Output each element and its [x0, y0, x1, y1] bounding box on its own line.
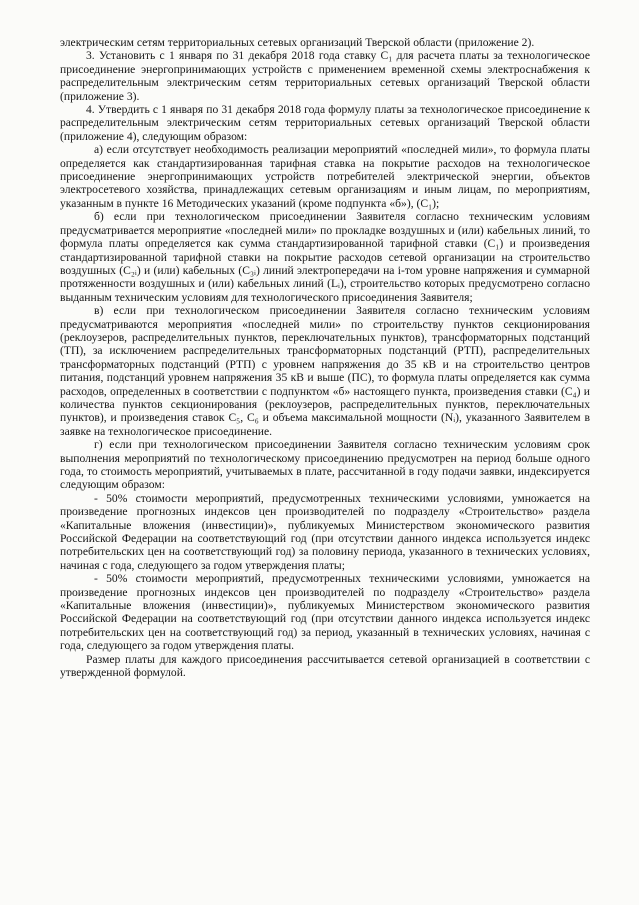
subparagraph-g: г) если при технологическом присоединении Заявителя согласно техническим условиям срок выполнения мероприятий по технологическому присоединению предусмотрен на период больше одного года, то стоимость мероприятий, учитываемых в плате, рассчитанной в году подачи заявки, индексируется следующим образом: [60, 438, 590, 492]
subparagraph-v: в) если при технологическом присоединении Заявителя согласно техническим условиям предусматриваются мероприятия «последней мили» по строительству пунктов секционирования (реклоузеров, распределительных пунктов, переключательных пунктов), трансформаторных подстанций (ТП), за исключением распределительных трансформаторных подстанций (РТП), распределительных трансформаторных подстанций (РТП) с уровнем напряжения до 35 кВ и на строительство центров питания, подстанций уровнем напряжения 35 кВ и выше (ПС), то формула платы определяется как сумма расходов, определенных в соответствии с подпунктом «б» настоящего пункта, произведения ставки (C₄) и количества пунктов секционирования (реклоузеров, распределительных пунктов, переключательных пунктов), и произведения ставок C₅, C₆ и объема максимальной мощности (Nᵢ), указанного Заявителем в заявке на технологическое присоединение. [60, 304, 590, 438]
subparagraph-b: б) если при технологическом присоединении Заявителя согласно техническим условиям предусматривается мероприятие «последней мили» по прокладке воздушных и (или) кабельных линий, то формула платы определяется как сумма стандартизированной тарифной ставки (C₁) и произведения стандартизированной тарифной ставки на покрытие расходов сетевой организации на строительство воздушных (C₂ᵢ) и (или) кабельных (C₃ᵢ) линий электропередачи на i-том уровне напряжения и суммарной протяженности воздушных и (или) кабельных линий (Lᵢ), строительство которых предусмотрено согласно выданным техническим условиям для технологического присоединения Заявителя; [60, 210, 590, 304]
paragraph-item-3: 3. Установить с 1 января по 31 декабря 2018 года ставку C₁ для расчета платы за технологическое присоединение энергопринимающих устройств с применением временной схемы электроснабжения к распределительным электрическим сетям территориальных сетевых организаций Тверской области (приложение 3). [60, 49, 590, 103]
dash-item-2: - 50% стоимости мероприятий, предусмотренных техническими условиями, умножается на произведение прогнозных индексов цен производителей по подразделу «Строительство» раздела «Капитальные вложения (инвестиции)», публикуемых Министерством экономического развития Российской Федерации на соответствующий год (при отсутствии данного индекса используется индекс потребительских цен на соответствующий год) за период, указанный в технических условиях, начиная с года, следующего за годом утверждения платы. [60, 572, 590, 653]
document-body [60, 36, 590, 680]
dash-item-1: - 50% стоимости мероприятий, предусмотренных техническими условиями, умножается на произведение прогнозных индексов цен производителей по подразделу «Строительство» раздела «Капитальные вложения (инвестиции)», публикуемых Министерством экономического развития Российской Федерации на соответствующий год (при отсутствии данного индекса используется индекс потребительских цен на соответствующий год) за половину периода, указанного в технических условиях, начиная с года, следующего за годом утверждения платы; [60, 491, 590, 572]
paragraph-item-4: 4. Утвердить с 1 января по 31 декабря 2018 года формулу платы за технологическое присоединение к распределительным электрическим сетям территориальных сетевых организаций Тверской области (приложение 4), следующим образом: [60, 103, 590, 143]
paragraph-closing: Размер платы для каждого присоединения рассчитывается сетевой организацией в соответствии с утвержденной формулой. [60, 652, 590, 680]
subparagraph-a: а) если отсутствует необходимость реализации мероприятий «последней мили», то формула платы определяется как стандартизированная тарифная ставка на покрытие расходов на технологическое присоединение энергопринимающих устройств потребителей электрической энергии, объектов электросетевого хозяйства, принадлежащих сетевым организациям и иным лицам, по мероприятиям, указанным в пункте 16 Методических указаний (кроме подпункта «б»), (C₁); [60, 143, 590, 210]
paragraph-continuation: электрическим сетям территориальных сетевых организаций Тверской области (приложение 2). [60, 36, 535, 49]
